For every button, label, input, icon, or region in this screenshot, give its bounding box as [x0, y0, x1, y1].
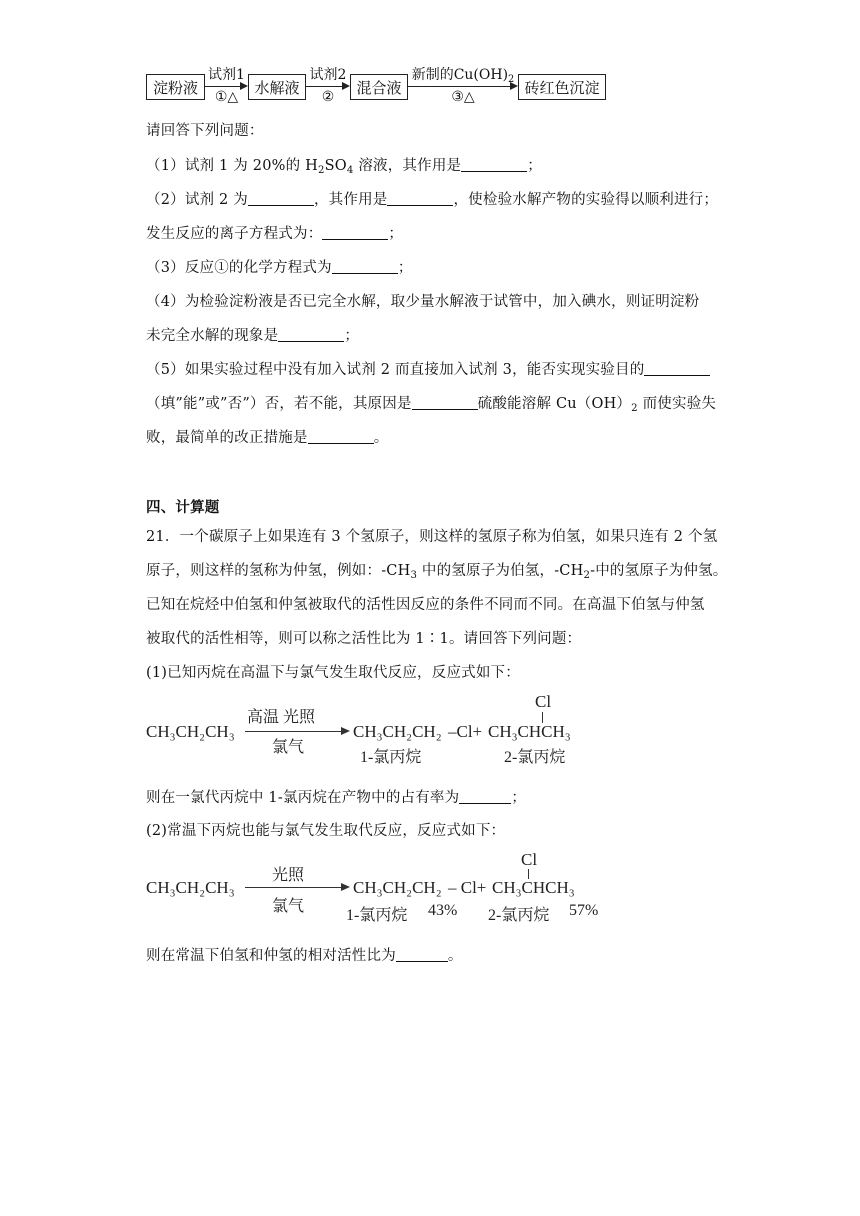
reaction-2-product-2-yield: 57% [569, 902, 599, 919]
reaction-2-product-2: CH₃CHCH₃ [492, 878, 575, 897]
answer-blank [396, 947, 448, 962]
flow-arrow-2 [306, 62, 350, 106]
q20-part4-line2: 未完全水解的现象是 ； [146, 328, 360, 344]
q21-sub2-prompt: (2)常温下丙烷也能与氯气发生取代反应，反应式如下： [146, 823, 506, 839]
q21-line3: 已知在烷烃中伯氢和仲氢被取代的活性因反应的条件不同而不同。在高温下伯氢与仲氢 [146, 597, 705, 613]
answer-blank [461, 157, 527, 172]
q21-sub2-answer: 则在常温下伯氢和仲氢的相对活性比为 。 [146, 948, 463, 964]
flow-arrow-1-condition: ①△ [214, 89, 239, 105]
q20-intro: 请回答下列问题： [146, 123, 264, 139]
q20-part2-line2: 发生反应的离子方程式为： ； [146, 226, 404, 242]
reaction-1-product-1-tail: –Cl+ [448, 722, 483, 741]
flow-box-precipitate: 砖红色沉淀 [518, 74, 606, 100]
reaction-1-chlorine-label: Cl [535, 692, 552, 711]
reaction-2-product-1-tail: – Cl+ [448, 878, 487, 897]
answer-blank [387, 191, 453, 206]
answer-blank [459, 789, 511, 804]
q20-part3: （3）反应①的化学方程式为 ； [146, 260, 413, 276]
q20-part5-line1: （5）如果实验过程中没有加入试剂 2 而直接加入试剂 3，能否实现实验目的 [146, 358, 710, 379]
q20-part4-line1: （4）为检验淀粉液是否已完全水解，取少量水解液于试管中，加入碘水，则证明淀粉 [146, 294, 700, 310]
reaction-2-reactant: CH₃CH₂CH₃ [146, 878, 235, 897]
reaction-1-diagram [146, 692, 606, 766]
answer-blank [322, 225, 388, 240]
reaction-2-product-1: CH₃CH₂CH₂ [353, 878, 442, 897]
reaction-1-reactant: CH₃CH₂CH₃ [146, 722, 235, 741]
answer-blank [412, 395, 478, 410]
reaction-1-product-1: CH₃CH₂CH₂ [353, 722, 442, 741]
reaction-2-chlorine-label: Cl [521, 850, 538, 869]
flow-arrow-3-condition: ③△ [451, 89, 475, 105]
flow-arrow-2-reagent: 试剂2 [309, 67, 347, 83]
q20-part1: （1）试剂 1 为 20%的 $H_2SO_4$ 溶液，其作用是 ； [146, 158, 542, 176]
reaction-1-product-2-name: 2-氯丙烷 [504, 749, 566, 766]
q21-sub1-prompt: (1)已知丙烷在高温下与氯气发生取代反应，反应式如下： [146, 665, 520, 681]
flow-box-mixture: 混合液 [350, 74, 408, 100]
reaction-2-condition-bottom: 氯气 [272, 898, 305, 915]
reaction-2-condition-top: 光照 [272, 867, 305, 884]
reaction-1-condition-top: 高温 光照 [247, 709, 316, 726]
flow-arrow-2-condition: ② [321, 89, 335, 105]
section-heading: 四、计算题 [146, 499, 220, 516]
reaction-2-product-1-yield: 43% [428, 902, 458, 919]
answer-blank [308, 429, 374, 444]
flow-box-hydrolysate: 水解液 [248, 74, 306, 100]
reaction-1-condition-bottom: 氯气 [272, 739, 305, 756]
q21-sub1-answer: 则在一氯代丙烷中 1-氯丙烷在产物中的占有率为 ； [146, 790, 527, 806]
flow-arrow-3 [408, 62, 518, 106]
reaction-2-product-1-name: 1-氯丙烷 [346, 907, 408, 924]
flow-arrow-3-reagent: 新制的$Cu(OH)_2$ [411, 67, 515, 85]
flow-arrow-1 [205, 62, 248, 106]
reaction-1-product-2: CH₃CHCH₃ [488, 722, 571, 741]
reaction-1-product-1-name: 1-氯丙烷 [360, 749, 422, 766]
reaction-2-product-2-name: 2-氯丙烷 [488, 907, 550, 924]
answer-blank [278, 327, 344, 342]
q21-line2: 原子，则这样的氢称为仲氢，例如：$-CH_3$ 中的氢原子为伯氢，$-CH_2-$中的氢原子为仲氢。 [146, 563, 728, 581]
q20-part2-line1: （2）试剂 2 为 ，其作用是 ，使检验水解产物的实验得以顺利进行； [146, 192, 719, 208]
flow-box-starch: 淀粉液 [146, 74, 205, 100]
q20-part5-line3: 败，最简单的改正措施是 。 [146, 430, 389, 446]
answer-blank [248, 191, 314, 206]
q20-part5-line2: （填”能”或”否”）否，若不能，其原因是 硫酸能溶解 $Cu(OH)_2$ 而使实验失 [146, 396, 717, 414]
flow-arrow-1-reagent: 试剂1 [208, 67, 245, 83]
answer-blank [332, 259, 398, 274]
q21-line1: 21．一个碳原子上如果连有 3 个氢原子，则这样的氢原子称为伯氢，如果只连有 2 个氢 [146, 529, 718, 545]
reaction-2-diagram [146, 850, 616, 924]
q21-line4: 被取代的活性相等，则可以称之活性比为 1∶1。请回答下列问题： [146, 631, 582, 647]
answer-blank [644, 361, 710, 376]
